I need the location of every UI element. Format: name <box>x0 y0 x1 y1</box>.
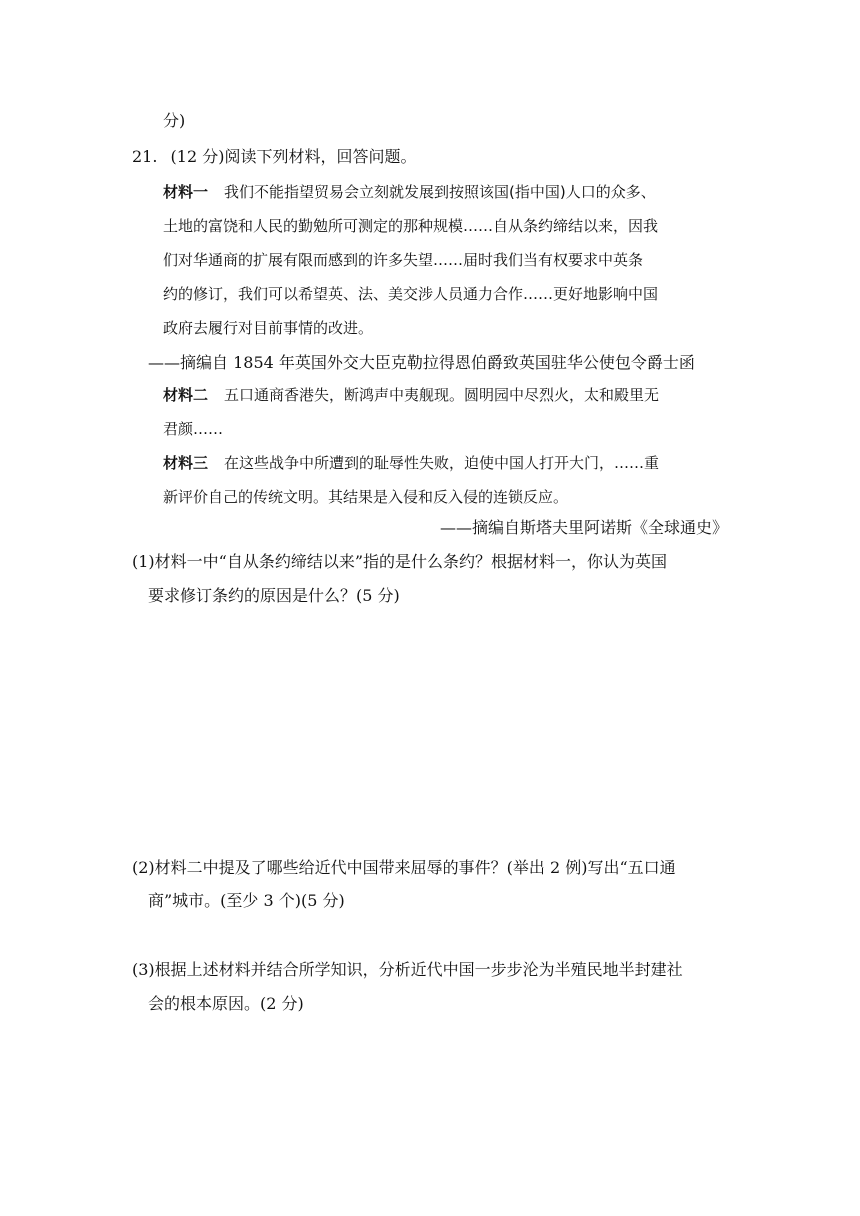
sub-question-3-line-2: 会的根本原因。(2 分) <box>148 994 304 1013</box>
answer-area-3[interactable] <box>132 1025 730 1175</box>
material2-line-2: 君颜…… <box>163 420 224 438</box>
sub-question-1-line-1: (1)材料一中“自从条约缔结以来”指的是什么条约？根据材料一，你认为英国 <box>132 552 668 571</box>
material1-line-2: 土地的富饶和人民的勤勉所可测定的那种规模……自从条约缔结以来，因我 <box>163 217 659 235</box>
question-21-header <box>132 146 416 168</box>
material1-line-3: 们对华通商的扩展有限而感到的许多失望……届时我们当有权要求中英条 <box>163 251 644 269</box>
sub-question-3-line-1: (3)根据上述材料并结合所学知识，分析近代中国一步步沦为半殖民地半封建社 <box>132 960 683 979</box>
sub-question-1-line-2: 要求修订条约的原因是什么？(5 分) <box>148 586 400 605</box>
question-number: 21. <box>132 147 158 166</box>
material1-label: 材料一 <box>163 183 209 201</box>
continuation-text: 分) <box>163 111 186 130</box>
material1-line-5: 政府去履行对目前事情的改进。 <box>163 319 374 337</box>
material1-source: ——摘编自 1854 年英国外交大臣克勒拉得恩伯爵致英国驻华公使包令爵士函 <box>148 353 695 372</box>
question-stem: (12 分)阅读下列材料，回答问题。 <box>170 147 417 166</box>
material1-line-1: 材料一 我们不能指望贸易会立刻就发展到按照该国(指中国)人口的众多、 <box>163 183 656 201</box>
answer-area-2[interactable] <box>132 918 730 958</box>
material3-line-1: 材料三 在这些战争中所遭到的耻辱性失败，迫使中国人打开大门，……重 <box>163 454 660 472</box>
answer-area-1[interactable] <box>132 620 730 840</box>
material1-line-4: 约的修订，我们可以希望英、法、美交涉人员通力合作……更好地影响中国 <box>163 285 659 303</box>
material2-label: 材料二 <box>163 386 209 404</box>
sub-question-2-line-2: 商”城市。(至少 3 个)(5 分) <box>148 891 345 910</box>
material3-label: 材料三 <box>163 454 209 472</box>
material3-source: ——摘编自斯塔夫里阿诺斯《全球通史》 <box>439 518 728 537</box>
material2-line-1: 材料二 五口通商香港失，断鸿声中夷舰现。圆明园中尽烈火，太和殿里无 <box>163 386 660 404</box>
material3-line-2: 新评价自己的传统文明。其结果是入侵和反入侵的连锁反应。 <box>163 488 569 506</box>
sub-question-2-line-1: (2)材料二中提及了哪些给近代中国带来屈辱的事件？(举出 2 例)写出“五口通 <box>132 858 676 877</box>
